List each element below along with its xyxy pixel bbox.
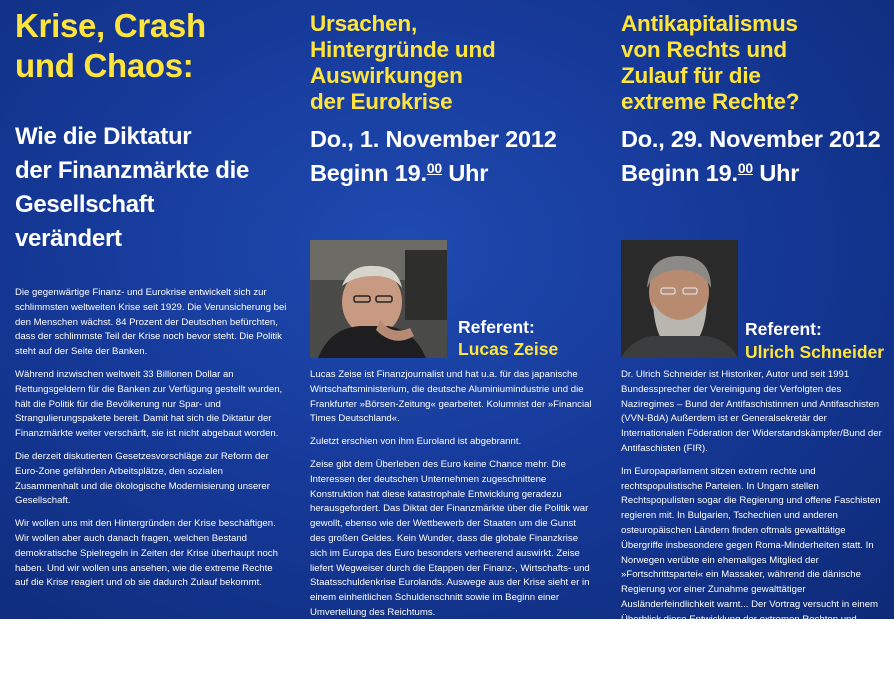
main-title-line: Krise, Crash xyxy=(15,7,206,44)
heading-line: Auswirkungen xyxy=(310,63,463,88)
intro-paragraph: Die derzeit diskutierten Gesetzesvorschläge zur Reform der Euro-Zone gefährden Arbeitsplätze, den sozialen Zusammenhalt und die ökologische Modernisierung unserer Gesellschaft. xyxy=(15,450,270,507)
event-1-text xyxy=(310,368,592,629)
event-2-heading xyxy=(621,11,887,115)
main-title-line: und Chaos: xyxy=(15,47,194,84)
event-begin: Beginn 19.00 Uhr xyxy=(621,160,800,186)
event-1-paragraph: Zuletzt erschien von ihm Euroland ist abgebrannt. xyxy=(310,436,522,448)
event-1-paragraph: Zeise gibt dem Überleben des Euro keine Chance mehr. Die Interessen der deutschen Unternehmen zugeschnittene Konstruktion hat diese katastrophale Entwicklung geradezu herausgefordert. Das Diktat der Finanzmärkte über die Politik war gewollt, ebenso wie der Wettbewerb der Staaten um die Gunst des großen Geldes. Kein Wunder, dass die globale Finanzkrise sich im Europa des Euro besonders verheerend auswirkt. Zeise liefert Wegweiser durch die Etappen der Finanz-, Wirtschafts- und Staatsschuldenkrise Eurolands. Auswege aus der Krise sieht er in einem einheitlichen Schuldenschnitt sowie im Beginn einer Umverteilung des Reichtums. xyxy=(310,458,590,618)
subtitle-line: verändert xyxy=(15,225,122,252)
subtitle-line: der Finanzmärkte die xyxy=(15,157,250,184)
referent-name: Lucas Zeise xyxy=(458,339,559,359)
heading-line: der Eurokrise xyxy=(310,89,453,114)
event-1-heading xyxy=(310,11,590,115)
ulrich-schneider-photo xyxy=(621,240,738,358)
intro-text xyxy=(15,286,287,599)
main-title xyxy=(15,6,285,86)
heading-line: von Rechts und xyxy=(621,37,787,62)
intro-paragraph: Wir wollen uns mit den Hintergründen der Krise beschäftigen. Wir wollen aber auch danach fragen, welchen Bestand demokratische Spielregeln in Zeiten der Krise überhaupt noch haben. Und wir wollen uns ansehen, wie die extreme Rechte auf die Krise reagiert und ob sie dadurch Zulauf bekommt. xyxy=(15,518,278,589)
event-2-column xyxy=(621,0,887,188)
lucas-zeise-photo xyxy=(310,240,447,358)
referent-label: Referent: xyxy=(458,317,535,337)
subtitle-line: Wie die Diktatur xyxy=(15,123,192,150)
heading-line: Hintergründe und xyxy=(310,37,496,62)
intro-paragraph: Die gegenwärtige Finanz- und Eurokrise entwickelt sich zur schlimmsten weltweiten Krise seit 1929. Die Verunsicherung bei den Menschen wächst. 84 Prozent der Deutschen befürchten, dass der schlimmste Teil der Krise noch bevor steht. Die Politik steht auf der Seite der Banken. xyxy=(15,287,287,358)
event-1-paragraph: Lucas Zeise ist Finanzjournalist und hat u.a. für das japanische Wirtschaftsministerium, die deutsche Aluminiumindustrie und die Frankfurter »Börsen-Zeitung« gearbeitet. Kolumnist der »Financial Times Deutschland«. xyxy=(310,369,592,425)
event-1-date xyxy=(310,125,590,188)
referent-label: Referent: xyxy=(745,319,822,339)
subtitle-line: Gesellschaft xyxy=(15,191,155,218)
intro-column xyxy=(15,0,287,589)
event-2-paragraph: Im Europaparlament sitzen extrem rechte und rechtspopulistische Parteien. In Ungarn stellen Rechtspopulisten sogar die Regierung und offene Faschisten regieren mit. In Bulgarien, Tschechien und anderen osteuropäischen Ländern finden oftmals gewalttätige Übergriffe insbesondere gegen Roma-Minderheiten statt. In Norwegen verübte ein ehemaliges Mitglied der »Fortschrittspartei« ein Massaker, während die dänische Regierung vor einer Zunahme gewalttätiger Ausländerfeindlichkeit warnt... Der Vortrag versucht in einem Überblick diese Entwicklung der extremen Rechten und rechtspopulistischer Kräfte Deutschland und Europa nachzuzeichnen und Gegenstrategien und Gegenkräfte zu benennen. xyxy=(621,465,881,670)
event-2-paragraph: Dr. Ulrich Schneider ist Historiker, Autor und seit 1991 Bundessprecher der Vereinigung der Verfolgten des Naziregimes – Bund der Antifaschistinnen und Antifaschisten (VVN-BdA) Außerdem ist er Generalsekretär der Internationalen Föderation der Widerstandskämpfer/Bund der Antifaschisten (FIR). xyxy=(621,369,882,454)
heading-line: Zulauf für die xyxy=(621,63,761,88)
heading-line: Antikapitalismus xyxy=(621,11,798,36)
heading-line: Ursachen, xyxy=(310,11,417,36)
event-2-date xyxy=(621,125,887,188)
referent-name: Ulrich Schneider xyxy=(745,342,885,362)
intro-paragraph: Während inzwischen weltweit 33 Billionen Dollar an Rettungsgeldern für die Banken zur Verfügung gestellt wurden, hält die Politik für die Bevölkerung nur Spar- und Strangulierungspakete bereit. Damit hat sich die Diktatur der Finanzmärkte weiter verschärft, sie ist nicht abgebaut worden. xyxy=(15,368,283,440)
event-begin: Beginn 19.00 Uhr xyxy=(310,160,489,186)
heading-line: extreme Rechte? xyxy=(621,89,800,114)
subtitle xyxy=(15,120,285,256)
event-date: Do., 29. November 2012 xyxy=(621,126,881,152)
event-date: Do., 1. November 2012 xyxy=(310,126,557,152)
event-1-column xyxy=(310,0,590,188)
event-2-text xyxy=(621,368,889,680)
